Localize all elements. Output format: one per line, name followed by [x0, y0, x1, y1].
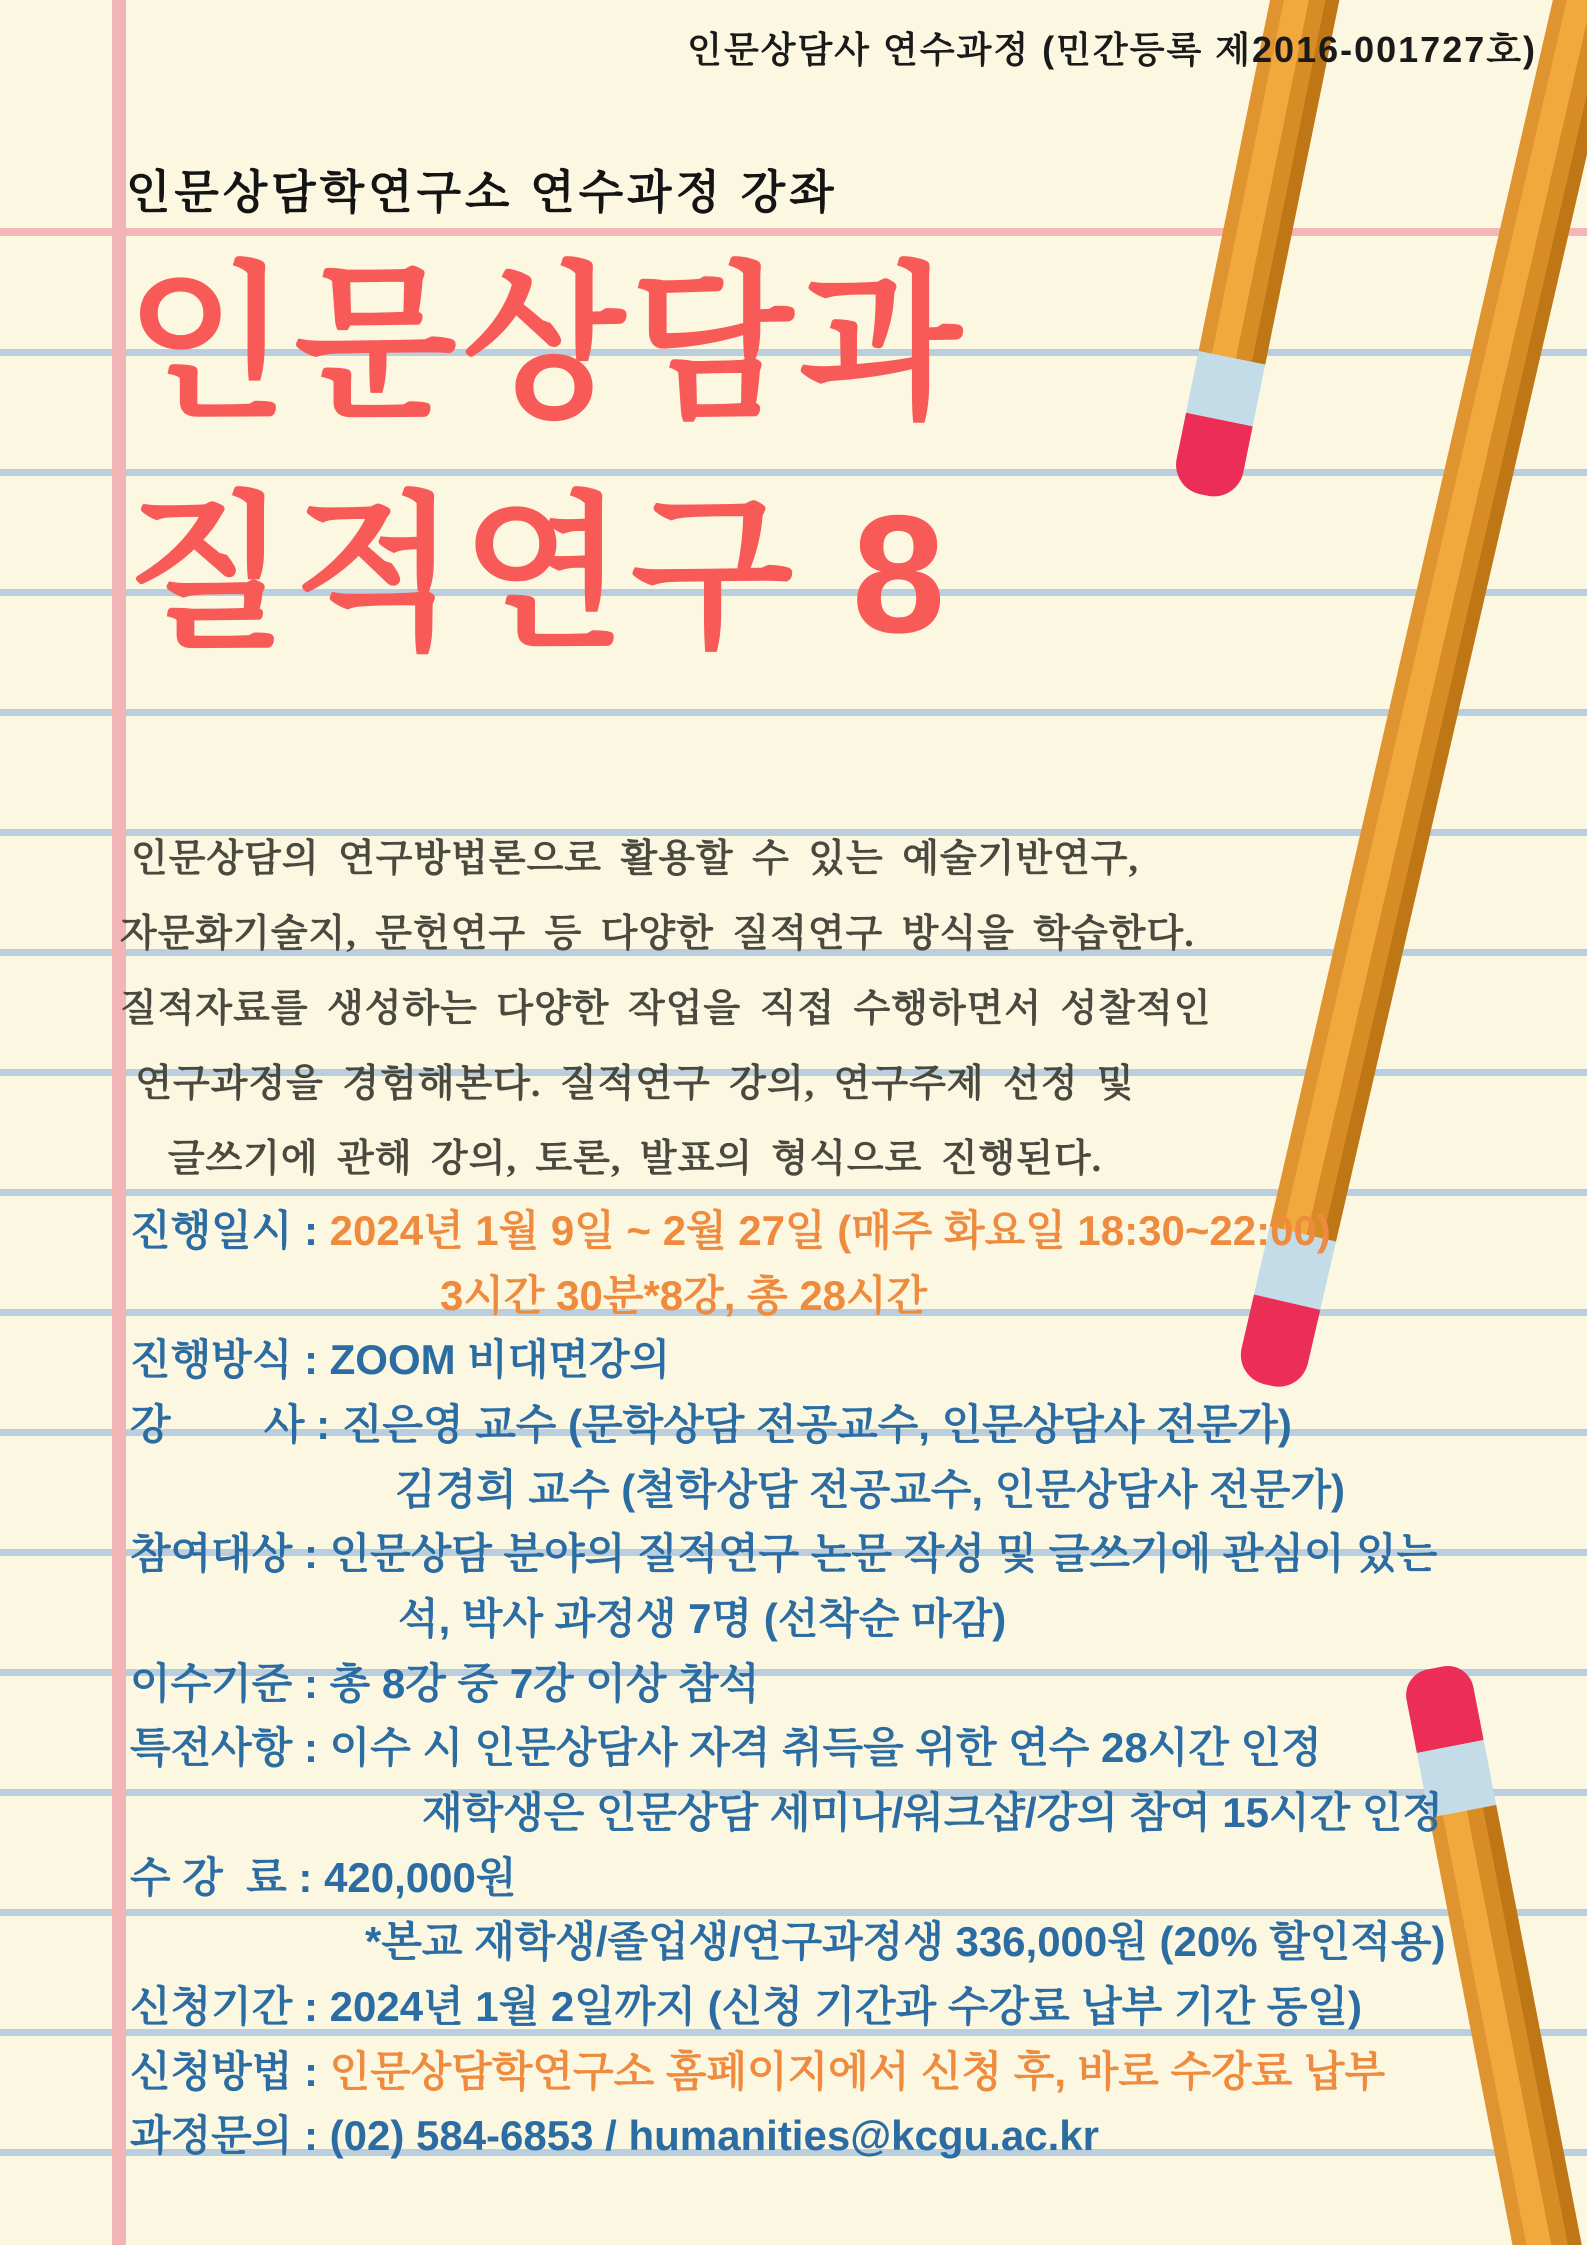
- detail-value: 인문상담학연구소 홈페이지에서 신청 후, 바로 수강료 납부: [329, 2048, 1386, 2095]
- detail-row: [130, 1401, 1292, 1449]
- poster-title-line1: 인문상담과: [126, 250, 968, 438]
- detail-label: 강 사 :: [130, 1401, 342, 1448]
- detail-value: 2024년 1월 9일 ~ 2월 27일 (매주 화요일 18:30~22:00): [329, 1207, 1331, 1254]
- poster-title-line2: 질적연구 8: [126, 480, 952, 668]
- description-line: 글쓰기에 관해 강의, 토론, 발표의 형식으로 진행된다.: [167, 1138, 1103, 1180]
- detail-value: 3시간 30분*8강, 총 28시간: [440, 1272, 928, 1319]
- detail-value: 재학생은 인문상담 세미나/워크샵/강의 참여 15시간 인정: [422, 1789, 1443, 1836]
- detail-row: [130, 1336, 670, 1384]
- detail-label: 신청기간 :: [130, 1983, 330, 2030]
- description-line: 자문화기술지, 문헌연구 등 다양한 질적연구 방식을 학습한다.: [120, 913, 1195, 955]
- description-line: 질적자료를 생성하는 다양한 작업을 직접 수행하면서 성찰적인: [120, 988, 1212, 1030]
- detail-value: 김경희 교수 (철학상담 전공교수, 인문상담사 전문가): [395, 1466, 1345, 1513]
- detail-value: 인문상담 분야의 질적연구 논문 작성 및 글쓰기에 관심이 있는: [329, 1530, 1438, 1577]
- detail-value: 진은영 교수 (문학상담 전공교수, 인문상담사 전문가): [341, 1401, 1292, 1448]
- detail-row: [130, 2048, 1385, 2096]
- detail-label: 수 강 료 :: [130, 1854, 325, 1901]
- detail-row: [130, 1854, 516, 1902]
- description-line: 인문상담의 연구방법론으로 활용할 수 있는 예술기반연구,: [131, 838, 1139, 880]
- detail-label: 이수기준 :: [130, 1660, 330, 1707]
- detail-label: 신청방법 :: [130, 2048, 330, 2095]
- description-line: 연구과정을 경험해본다. 질적연구 강의, 연구주제 선정 및: [135, 1063, 1135, 1105]
- detail-label: 특전사항 :: [130, 1724, 330, 1771]
- detail-row: [130, 1530, 1437, 1578]
- registration-note: 인문상담사 연수과정 (민간등록 제2016-001727호): [687, 29, 1537, 70]
- detail-value: *본교 재학생/졸업생/연구과정생 336,000원 (20% 할인적용): [365, 1918, 1446, 1965]
- detail-value: 석, 박사 과정생 7명 (선착순 마감): [398, 1595, 1007, 1642]
- detail-row: [130, 1207, 1331, 1255]
- detail-value: 420,000원: [324, 1854, 517, 1901]
- detail-row: [130, 2112, 1099, 2160]
- detail-row: [395, 1466, 1345, 1514]
- detail-value: 총 8강 중 7강 이상 참석: [329, 1660, 760, 1707]
- detail-row: [365, 1918, 1446, 1966]
- detail-value: ZOOM 비대면강의: [329, 1336, 671, 1383]
- program-header: 인문상담학연구소 연수과정 강좌: [126, 166, 838, 218]
- detail-row: [398, 1595, 1006, 1643]
- detail-label: 참여대상 :: [130, 1530, 330, 1577]
- detail-label: 진행일시 :: [130, 1207, 330, 1254]
- detail-row: [130, 1983, 1362, 2031]
- detail-value: (02) 584-6853 / humanities@kcgu.ac.kr: [329, 2112, 1099, 2159]
- detail-label: 과정문의 :: [130, 2112, 330, 2159]
- detail-row: [422, 1789, 1443, 1837]
- detail-label: 진행방식 :: [130, 1336, 330, 1383]
- detail-row: [440, 1272, 927, 1320]
- detail-row: [130, 1724, 1322, 1772]
- detail-value: 2024년 1월 2일까지 (신청 기간과 수강료 납부 기간 동일): [329, 1983, 1362, 2030]
- detail-row: [130, 1660, 759, 1708]
- detail-value: 이수 시 인문상담사 자격 취득을 위한 연수 28시간 인정: [329, 1724, 1322, 1771]
